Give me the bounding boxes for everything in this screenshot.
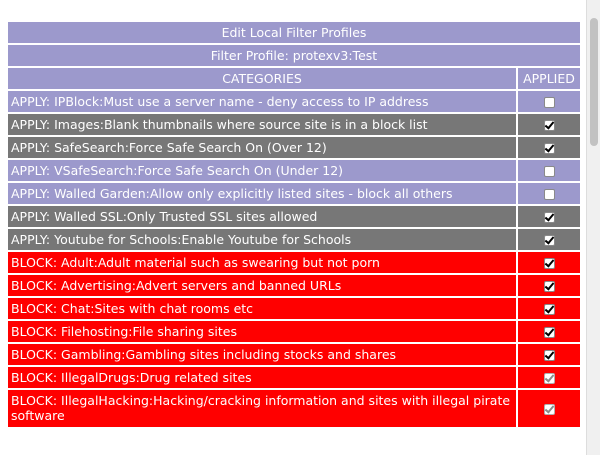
applied-cell xyxy=(518,114,580,135)
applied-checkbox-checked[interactable] xyxy=(544,404,555,415)
applied-cell xyxy=(518,160,580,181)
category-row xyxy=(8,367,580,388)
category-label: BLOCK: Chat:Sites with chat rooms etc xyxy=(8,298,516,319)
applied-cell xyxy=(518,367,580,388)
category-label: BLOCK: Gambling:Gambling sites including stocks and shares xyxy=(8,344,516,365)
applied-checkbox-unchecked[interactable] xyxy=(544,189,555,200)
page-title: Edit Local Filter Profiles xyxy=(8,22,580,43)
applied-checkbox-checked[interactable] xyxy=(544,281,555,292)
category-label: APPLY: Walled SSL:Only Trusted SSL sites allowed xyxy=(8,206,516,227)
applied-checkbox-unchecked[interactable] xyxy=(544,166,555,177)
category-row xyxy=(8,344,580,365)
category-label: BLOCK: Advertising:Advert servers and banned URLs xyxy=(8,275,516,296)
category-row xyxy=(8,114,580,135)
applied-checkbox-unchecked[interactable] xyxy=(544,97,555,108)
category-label: APPLY: Youtube for Schools:Enable Youtube for Schools xyxy=(8,229,516,250)
top-strip xyxy=(0,0,600,18)
applied-checkbox-checked[interactable] xyxy=(544,235,555,246)
applied-checkbox-checked[interactable] xyxy=(544,258,555,269)
applied-cell xyxy=(518,206,580,227)
category-label: APPLY: SafeSearch:Force Safe Search On (Over 12) xyxy=(8,137,516,158)
applied-column-header: APPLIED xyxy=(518,68,580,89)
category-label: BLOCK: Filehosting:File sharing sites xyxy=(8,321,516,342)
category-label: APPLY: VSafeSearch:Force Safe Search On (Under 12) xyxy=(8,160,516,181)
vertical-scrollbar[interactable] xyxy=(586,0,600,455)
category-row xyxy=(8,91,580,112)
applied-cell xyxy=(518,298,580,319)
applied-cell xyxy=(518,252,580,273)
category-label: BLOCK: IllegalDrugs:Drug related sites xyxy=(8,367,516,388)
applied-checkbox-checked[interactable] xyxy=(544,350,555,361)
applied-checkbox-checked[interactable] xyxy=(544,304,555,315)
applied-cell xyxy=(518,183,580,204)
category-label: APPLY: Images:Blank thumbnails where source site is in a block list xyxy=(8,114,516,135)
profile-name: Filter Profile: protexv3:Test xyxy=(8,45,580,66)
applied-cell xyxy=(518,229,580,250)
category-label: BLOCK: IllegalHacking:Hacking/cracking information and sites with illegal pirate software xyxy=(8,390,516,427)
category-row xyxy=(8,275,580,296)
applied-cell xyxy=(518,344,580,365)
applied-cell xyxy=(518,390,580,427)
category-row xyxy=(8,137,580,158)
category-row xyxy=(8,390,580,427)
category-row xyxy=(8,206,580,227)
category-label: BLOCK: Adult:Adult material such as swearing but not porn xyxy=(8,252,516,273)
category-row xyxy=(8,229,580,250)
scrollbar-thumb[interactable] xyxy=(590,18,598,146)
category-row xyxy=(8,252,580,273)
category-label: APPLY: Walled Garden:Allow only explicitly listed sites - block all others xyxy=(8,183,516,204)
applied-cell xyxy=(518,275,580,296)
applied-cell xyxy=(518,137,580,158)
applied-checkbox-checked[interactable] xyxy=(544,327,555,338)
category-row xyxy=(8,321,580,342)
category-row xyxy=(8,183,580,204)
applied-cell xyxy=(518,321,580,342)
filter-profile-table xyxy=(6,20,582,429)
applied-checkbox-checked[interactable] xyxy=(544,373,555,384)
applied-checkbox-checked[interactable] xyxy=(544,212,555,223)
applied-cell xyxy=(518,91,580,112)
filter-profile-panel xyxy=(6,20,582,455)
applied-checkbox-checked[interactable] xyxy=(544,143,555,154)
category-label: APPLY: IPBlock:Must use a server name - deny access to IP address xyxy=(8,91,516,112)
categories-column-header: CATEGORIES xyxy=(8,68,516,89)
category-row xyxy=(8,298,580,319)
applied-checkbox-checked[interactable] xyxy=(544,120,555,131)
category-row xyxy=(8,160,580,181)
